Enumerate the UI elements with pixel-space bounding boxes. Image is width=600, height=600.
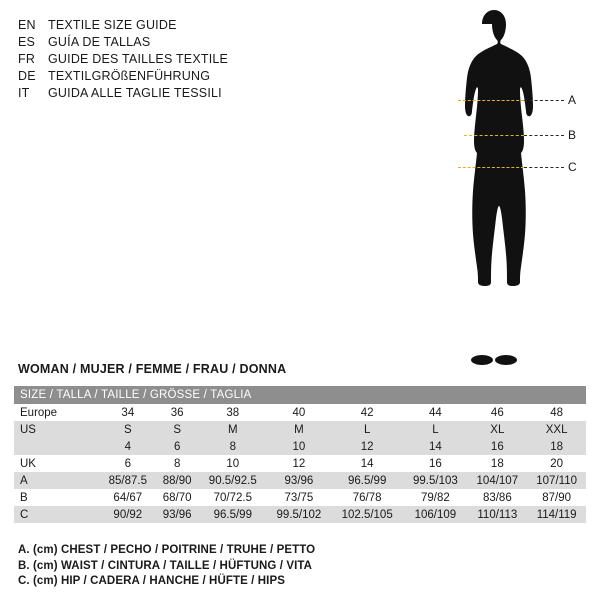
cell: 93/96 — [267, 472, 331, 489]
cell: 14 — [403, 438, 467, 455]
cell: 14 — [331, 455, 403, 472]
cell: 34 — [100, 404, 156, 421]
cell: 107/110 — [527, 472, 586, 489]
cell: 4 — [100, 438, 156, 455]
language-header — [18, 17, 318, 102]
cell: 96.5/99 — [199, 506, 267, 523]
cell: M — [199, 421, 267, 438]
cell: 6 — [156, 438, 199, 455]
table-row — [14, 438, 586, 455]
cell: 110/113 — [467, 506, 527, 523]
measure-line-b-extension — [524, 135, 564, 136]
measurement-legend — [18, 543, 578, 590]
cell: 70/72.5 — [199, 489, 267, 506]
language-row — [18, 85, 318, 102]
language-code: EN — [18, 18, 36, 32]
language-row — [18, 17, 318, 34]
cell: 10 — [267, 438, 331, 455]
cell: 99.5/103 — [403, 472, 467, 489]
cell: 102.5/105 — [331, 506, 403, 523]
cell: 18 — [527, 438, 586, 455]
table-row — [14, 421, 586, 438]
measure-label-b: B — [568, 128, 577, 142]
measure-label-a: A — [568, 93, 577, 107]
language-row — [18, 68, 318, 85]
cell: 8 — [156, 455, 199, 472]
cell: 18 — [467, 455, 527, 472]
cell: 16 — [467, 438, 527, 455]
cell: 36 — [156, 404, 199, 421]
cell: 38 — [199, 404, 267, 421]
cell: 106/109 — [403, 506, 467, 523]
cell: 79/82 — [403, 489, 467, 506]
measure-line-a-extension — [524, 100, 564, 101]
language-code: ES — [18, 35, 36, 49]
cell: S — [156, 421, 199, 438]
cell: 85/87.5 — [100, 472, 156, 489]
language-row — [18, 34, 318, 51]
row-label: Europe — [14, 404, 100, 421]
cell: 68/70 — [156, 489, 199, 506]
cell: 12 — [267, 455, 331, 472]
language-code: IT — [18, 86, 30, 100]
cell: M — [267, 421, 331, 438]
section-title: WOMAN / MUJER / FEMME / FRAU / DONNA — [18, 362, 287, 376]
table-row — [14, 472, 586, 489]
legend-row-b: B. (cm) WAIST / CINTURA / TAILLE / HÜFTUNG / VITA — [18, 559, 313, 572]
language-code: DE — [18, 69, 36, 83]
cell: 83/86 — [467, 489, 527, 506]
row-label: UK — [14, 455, 100, 472]
cell: 44 — [403, 404, 467, 421]
measure-line-c-extension — [524, 167, 564, 168]
cell: 99.5/102 — [267, 506, 331, 523]
cell: S — [100, 421, 156, 438]
cell: 93/96 — [156, 506, 199, 523]
table-header-label: SIZE / TALLA / TAILLE / GRÖSSE / TAGLIA — [14, 386, 586, 404]
language-text: GUIDA ALLE TAGLIE TESSILI — [48, 86, 222, 100]
cell: 90/92 — [100, 506, 156, 523]
cell: 104/107 — [467, 472, 527, 489]
measure-line-a — [458, 100, 524, 101]
row-label: C — [14, 506, 100, 523]
cell: 96.5/99 — [331, 472, 403, 489]
cell: 42 — [331, 404, 403, 421]
language-text: GUIDE DES TAILLES TEXTILE — [48, 52, 229, 66]
measure-label-c: C — [568, 160, 577, 174]
cell: 90.5/92.5 — [199, 472, 267, 489]
size-table — [14, 386, 586, 523]
row-label: B — [14, 489, 100, 506]
legend-row-c: C. (cm) HIP / CADERA / HANCHE / HÜFTE / HIPS — [18, 575, 286, 587]
row-label: A — [14, 472, 100, 489]
row-label — [14, 438, 100, 455]
table-row — [14, 506, 586, 523]
language-code: FR — [18, 52, 36, 66]
cell: XL — [467, 421, 527, 438]
cell: 10 — [199, 455, 267, 472]
cell: 40 — [267, 404, 331, 421]
cell: 48 — [527, 404, 586, 421]
measure-line-c — [458, 167, 524, 168]
legend-row-a: A. (cm) CHEST / PECHO / POITRINE / TRUHE / PETTO — [18, 544, 316, 556]
cell: 12 — [331, 438, 403, 455]
cell: 6 — [100, 455, 156, 472]
language-text: TEXTILE SIZE GUIDE — [48, 18, 177, 32]
cell: 87/90 — [527, 489, 586, 506]
cell: XXL — [527, 421, 586, 438]
cell: L — [403, 421, 467, 438]
cell: 88/90 — [156, 472, 199, 489]
female-silhouette-icon — [420, 8, 590, 368]
cell: 73/75 — [267, 489, 331, 506]
table-row — [14, 404, 586, 421]
row-label: US — [14, 421, 100, 438]
table-row — [14, 455, 586, 472]
language-text: GUÍA DE TALLAS — [48, 35, 151, 49]
cell: 76/78 — [331, 489, 403, 506]
cell: 16 — [403, 455, 467, 472]
language-row — [18, 51, 318, 68]
measure-line-b — [464, 135, 524, 136]
body-figure — [420, 8, 590, 368]
language-text: TEXTILGRÖßENFÜHRUNG — [48, 69, 211, 83]
table-header-row — [14, 386, 586, 404]
cell: 46 — [467, 404, 527, 421]
table-row — [14, 489, 586, 506]
cell: 20 — [527, 455, 586, 472]
cell: 64/67 — [100, 489, 156, 506]
cell: 8 — [199, 438, 267, 455]
cell: L — [331, 421, 403, 438]
cell: 114/119 — [527, 506, 586, 523]
